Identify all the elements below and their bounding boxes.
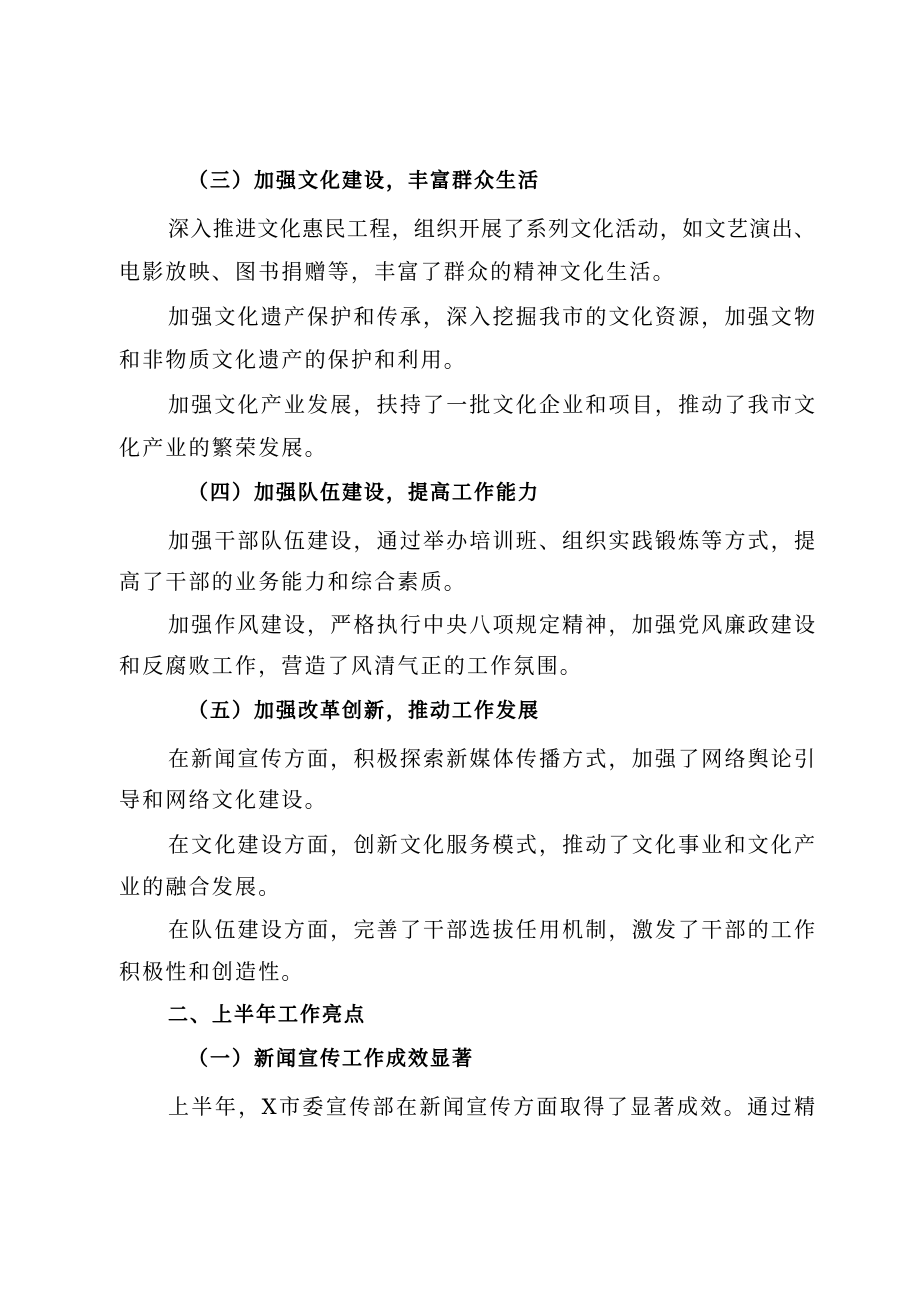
paragraph-line: 导和网络文化建设。 — [119, 788, 328, 812]
paragraph-line: 加强干部队伍建设，通过举办培训班、组织实践锻炼等方式，提 — [168, 529, 815, 553]
section-heading: （四）加强队伍建设，提高工作能力 — [188, 480, 540, 504]
paragraph-line: 电影放映、图书捐赠等，丰富了群众的精神文化生活。 — [119, 260, 676, 284]
paragraph-line: 在队伍建设方面，完善了干部选拔任用机制，激发了干部的工作 — [168, 918, 815, 942]
paragraph-line: 积极性和创造性。 — [119, 960, 305, 984]
paragraph-line: 和反腐败工作，营造了风清气正的工作氛围。 — [119, 654, 583, 678]
paragraph-line: 加强文化产业发展，扶持了一批文化企业和项目，推动了我市文 — [168, 393, 815, 417]
section-heading: （五）加强改革创新，推动工作发展 — [188, 698, 540, 722]
paragraph-line: 深入推进文化惠民工程，组织开展了系列文化活动，如文艺演出、 — [168, 217, 815, 241]
paragraph-line: 加强文化遗产保护和传承，深入挖掘我市的文化资源，加强文物 — [168, 305, 815, 329]
paragraph-line: 和非物质文化遗产的保护和利用。 — [119, 348, 467, 372]
paragraph-line: 高了干部的业务能力和综合素质。 — [119, 570, 467, 594]
paragraph-line: 在新闻宣传方面，积极探索新媒体传播方式，加强了网络舆论引 — [168, 747, 815, 771]
paragraph-line: 在文化建设方面，创新文化服务模式，推动了文化事业和文化产 — [168, 833, 815, 857]
section-heading: （三）加强文化建设，丰富群众生活 — [188, 168, 540, 192]
part-heading: 二、上半年工作亮点 — [168, 1002, 366, 1026]
paragraph-line: 加强作风建设，严格执行中央八项规定精神，加强党风廉政建设 — [168, 613, 815, 637]
paragraph-line: 业的融合发展。 — [119, 875, 282, 899]
paragraph-line: 化产业的繁荣发展。 — [119, 436, 328, 460]
section-heading: （一）新闻宣传工作成效显著 — [188, 1046, 474, 1070]
paragraph-line: 上半年，X市委宣传部在新闻宣传方面取得了显著成效。通过精 — [168, 1095, 815, 1119]
